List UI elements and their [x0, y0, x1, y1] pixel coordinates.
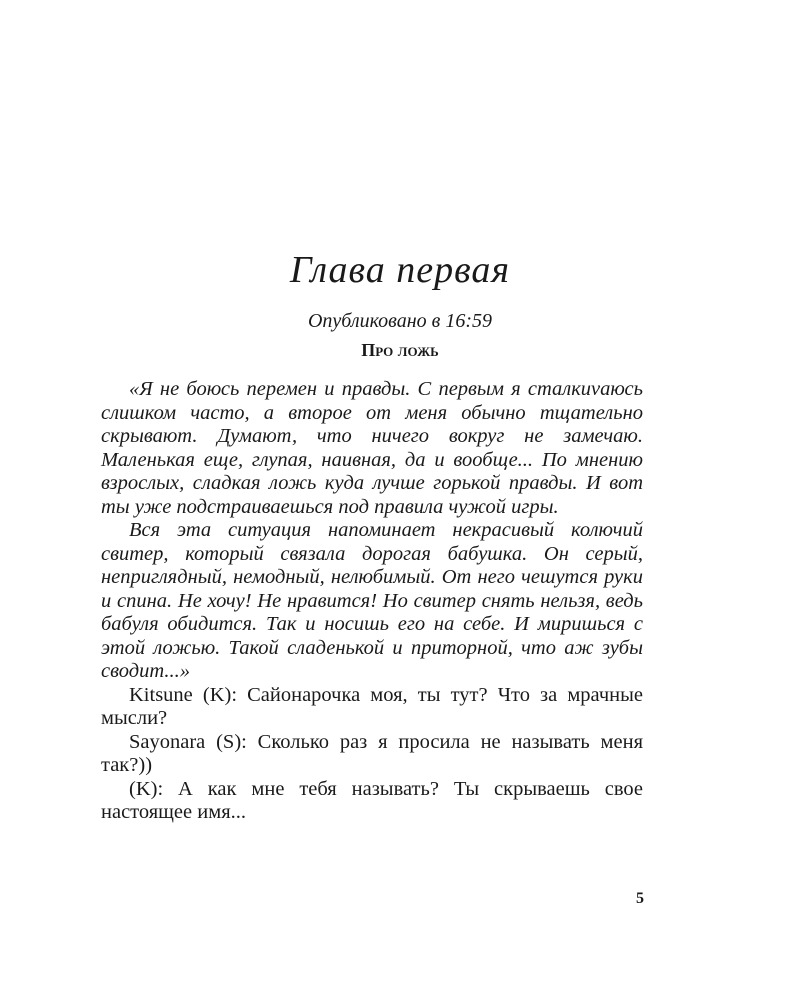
- paragraph-2: Вся эта ситуация напоминает некрасивый колючий свитер, который связала дорогая бабушка. Он серый, неприглядный, немодный, нелюбимый. От него чешутся руки и спина. Не хочу! Не нравится! Но свитер снять нельзя, ведь бабуля обидится. Так и носишь его на себе. И миришься с этой ложью. Такой сладенькой и приторной, что аж зубы сводит...»: [101, 519, 643, 682]
- published-time: Опубликовано в 16:59: [307, 310, 492, 332]
- section-title: Про ложь: [361, 340, 439, 360]
- dialogue-line-3: (K): А как мне тебя называть? Ты скрываешь свое настоящее имя...: [101, 777, 643, 823]
- page-number: 5: [636, 890, 644, 907]
- dialogue-line-1: Kitsune (K): Сайонарочка моя, ты тут? Что за мрачные мысли?: [101, 683, 643, 729]
- body-text: [101, 378, 643, 825]
- paragraph-1: «Я не боюсь перемен и правды. С первым я сталкиvаюсь слишком часто, а второе от меня обычно тщательно скрывают. Думают, что ничего вокруг не замечаю. Маленькая еще, глупая, наивная, да и вообще... По мнению взрослых, сладкая ложь куда лучше горькой правды. И вот ты уже подстраиваешься под правила чужой игры.: [101, 378, 643, 518]
- chapter-title: Глава первая: [289, 249, 511, 291]
- dialogue-line-2: Sayonara (S): Сколько раз я просила не называть меня так?)): [101, 730, 643, 776]
